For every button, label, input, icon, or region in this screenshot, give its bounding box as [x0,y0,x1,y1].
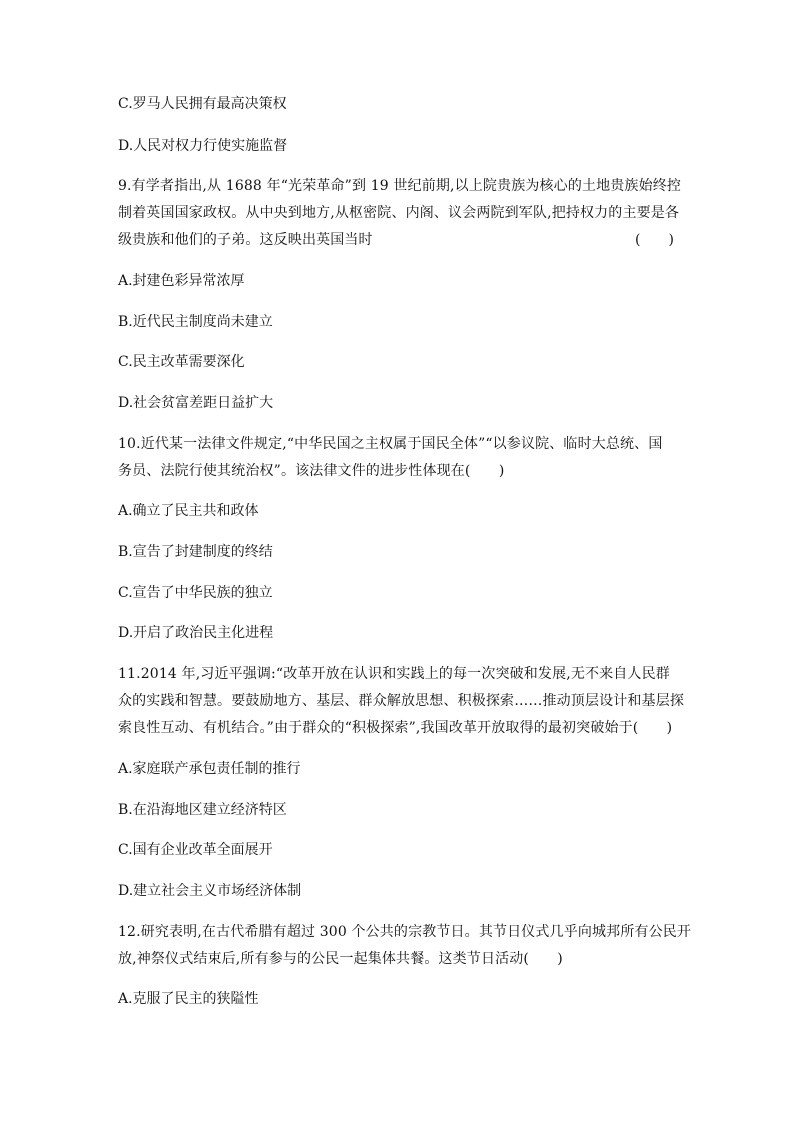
question-11-stem-line-2: 众的实践和智慧。要鼓励地方、基层、群众解放思想、积极探索……推动顶层设计和基层探 [118,693,684,709]
option-11-a: A.家庭联产承包责任制的推行 [118,761,301,777]
option-9-c: C.民主改革需要深化 [118,354,245,370]
option-8-c: C.罗马人民拥有最高决策权 [118,96,287,112]
question-10-stem-line-1: 10.近代某一法律文件规定,“中华民国之主权属于国民全体”“以参议院、临时大总统、国 [118,436,663,452]
option-9-d: D.社会贫富差距日益扩大 [118,395,274,411]
question-12-stem-line-1: 12.研究表明,在古代希腊有超过 300 个公共的宗教节日。其节日仪式几乎向城邦所有公民开 [118,924,692,940]
option-9-b: B.近代民主制度尚未建立 [118,314,273,330]
question-11-stem-line-1: 11.2014 年,习近平强调:“改革开放在认识和实践上的每一次突破和发展,无不来自人民群 [118,666,670,682]
question-11-stem-line-3: 索良性互动、有机结合。”由于群众的“积极探索”,我国改革开放取得的最初突破始于( ) [118,720,673,736]
option-9-a: A.封建色彩异常浓厚 [118,273,245,289]
option-10-b: B.宣告了封建制度的终结 [118,544,273,560]
option-10-d: D.开启了政治民主化进程 [118,625,274,641]
option-11-c: C.国有企业改革全面展开 [118,842,273,858]
question-9-stem-line-3: 级贵族和他们的子弟。这反映出英国当时 [118,232,373,248]
question-12-stem-line-2: 放,神祭仪式结束后,所有参与的公民一起集体共餐。这类节日活动( ) [118,951,563,967]
question-9-answer-paren: ( ) [635,232,674,248]
option-11-d: D.建立社会主义市场经济体制 [118,883,302,899]
option-12-a: A.克服了民主的狭隘性 [118,991,259,1007]
option-10-a: A.确立了民主共和政体 [118,503,259,519]
question-10-stem-line-2: 务员、法院行使其统治权”。该法律文件的进步性体现在( ) [118,463,505,479]
question-9-stem-line-1: 9.有学者指出,从 1688 年“光荣革命”到 19 世纪前期,以上院贵族为核心的土地贵族始终控 [118,178,682,194]
option-11-b: B.在沿海地区建立经济特区 [118,802,287,818]
option-10-c: C.宣告了中华民族的独立 [118,585,273,601]
question-9-stem-line-2: 制着英国国家政权。从中央到地方,从枢密院、内阁、议会两院到军队,把持权力的主要是各 [118,205,680,221]
option-8-d: D.人民对权力行使实施监督 [118,138,288,154]
